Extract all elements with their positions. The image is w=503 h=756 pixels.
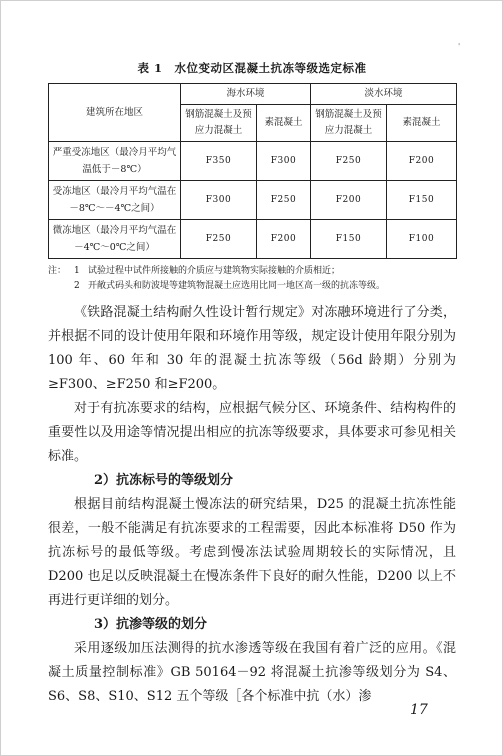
header-sea-rc: 钢筋混凝土及预应力混凝土	[181, 105, 257, 142]
grade-cell: F200	[311, 181, 387, 220]
paragraph: 《铁路混凝土结构耐久性设计暂行规定》对冻融环境进行了分类，并根据不同的设计使用年限和环境作用等级，规定设计使用年限分别为 100 年、60 年和 30 年的混凝土抗冻等级（56d 龄期）分别为≥F300、≥F250 和≥F200。	[48, 305, 456, 392]
corner-mark: '	[458, 42, 461, 51]
table-row	[49, 181, 457, 220]
page-number: 17	[410, 702, 428, 718]
note-text: 开敞式码头和防波堤等建筑物混凝土应选用比同一地区高一级的抗冻等级。	[88, 281, 386, 291]
row-region: 微冻地区（最冷月平均气温在－4℃～0℃之间）	[49, 220, 181, 259]
header-fresh-plain: 素混凝土	[387, 105, 457, 142]
note-number: 1	[74, 266, 80, 276]
grade-cell: F200	[387, 142, 457, 181]
header-freshwater: 淡水环境	[311, 84, 457, 105]
paragraph: 根据目前结构混凝土慢冻法的研究结果，D25 的混凝土抗冻性能很差，一般不能满足有抗冻要求的工程需要，因此本标准将 D50 作为抗冻标号的最低等级。考虑到慢冻法试验周期较长的实际情况，且 D200 也足以反映混凝土在慢冻条件下良好的耐久性能，D200 以上不再进行更详细的划分。	[48, 497, 456, 608]
paragraph: 采用逐级加压法测得的抗水渗透等级在我国有着广泛的应用。《混凝土质量控制标准》GB 50164－92 将混凝土抗渗等级划分为 S4、S6、S8、S10、S12 五个等级［各个标准中抗（水）渗	[48, 641, 456, 704]
grade-cell: F250	[181, 220, 257, 259]
grade-cell: F200	[257, 220, 311, 259]
grade-cell: F300	[257, 142, 311, 181]
grade-cell: F300	[181, 181, 257, 220]
header-sea-plain: 素混凝土	[257, 105, 311, 142]
grade-cell: F250	[257, 181, 311, 220]
note-number: 2	[74, 281, 80, 291]
body-text	[48, 301, 456, 709]
notes-label: 注：	[48, 266, 67, 276]
note-item	[48, 279, 456, 294]
table-title: 表 1 水位变动区混凝土抗冻等级选定标准	[137, 61, 367, 75]
document-page	[48, 60, 456, 709]
grade-cell: F150	[387, 181, 457, 220]
grade-cell: F350	[181, 142, 257, 181]
header-seawater: 海水环境	[181, 84, 311, 105]
table-header-row-1	[49, 84, 457, 105]
paragraph: 对于有抗冻要求的结构，应根据气候分区、环境条件、结构构件的重要性以及用途等情况提出相应的抗冻等级要求，具体要求可参见相关标准。	[48, 401, 456, 464]
row-region: 严重受冻地区（最冷月平均气温低于－8℃）	[49, 142, 181, 181]
row-region: 受冻地区（最冷月平均气温在－8℃～－4℃之间）	[49, 181, 181, 220]
table-row	[49, 142, 457, 181]
grade-cell: F250	[311, 142, 387, 181]
table-row	[49, 220, 457, 259]
note-item	[48, 264, 456, 279]
grade-cell: F100	[387, 220, 457, 259]
frost-grade-table	[48, 83, 457, 259]
table-notes	[48, 264, 456, 294]
section-heading: 2）抗冻标号的等级划分	[94, 473, 234, 488]
header-fresh-rc: 钢筋混凝土及预应力混凝土	[311, 105, 387, 142]
header-region: 建筑所在地区	[49, 84, 181, 142]
section-heading: 3）抗渗等级的划分	[94, 617, 208, 632]
note-text: 试验过程中试件所接触的介质应与建筑物实际接触的介质相近；	[88, 266, 341, 276]
grade-cell: F150	[311, 220, 387, 259]
